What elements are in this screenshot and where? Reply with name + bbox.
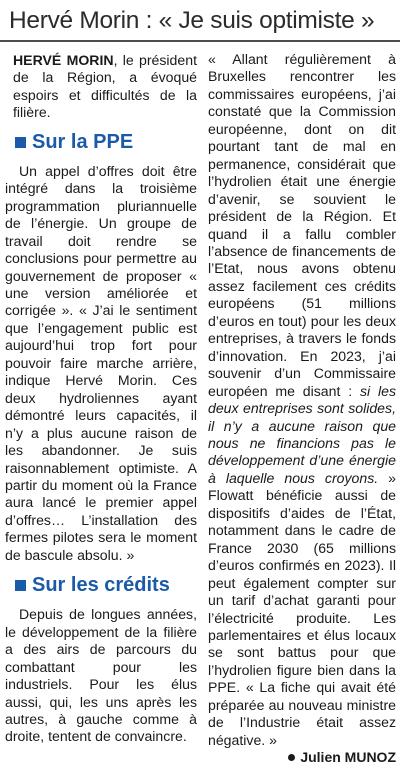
- bullet-dot-icon: [288, 754, 295, 761]
- right-column: [208, 51, 396, 766]
- section-ppe-title: Sur la PPE: [32, 130, 134, 153]
- commissioner-quote: si les deux entreprises sont solides, il n’y a aucune raison que nous ne financions pas le développement d’une énergie à laquelle nous croyons.: [208, 382, 396, 486]
- byline: [208, 749, 396, 766]
- right-text-part1: « Allant régulièrement à Bruxelles rencontrer les commissaires européens, j’ai constaté que la Commission européenne, dont on dit pourtant tant de mal en permanence, considérait que l’hydrolien était une énergie d’avenir, se souvient le président de la Région. Et quand il a fallu combler l’absence de financements de l’Etat, nous avons obtenu assez facilement ces crédits européens (51 millions d’euros en tout) pour les deux entreprises, à travers le fonds d’innovation. En 2023, j’ai souvenir d’un Commissaire européen me disant :: [208, 51, 396, 399]
- intro-name: HERVÉ MORIN: [13, 52, 114, 68]
- intro-paragraph: [5, 52, 197, 122]
- article-headline: Hervé Morin : « Je suis optimiste »: [9, 7, 375, 34]
- right-column-body: [208, 51, 396, 749]
- headline-rule: [0, 40, 400, 42]
- square-bullet-icon: [15, 580, 26, 591]
- left-column: [5, 52, 197, 746]
- right-text-part2: » Flowatt bénéficie aussi de dispositifs d’aides de l’État, notamment dans le cadre de France 2030 (65 millions d’euros confirmés en 2023). Il peut également compter sur un tarif d’achat garanti pour l’électricité produite. Les parlementaires et élus locaux se sont battus pour que l’hydrolien figure bien dans la PPE. « La fiche qui avait été préparée au nouveau ministre de l’Industrie était assez négative. »: [208, 469, 397, 748]
- square-bullet-icon: [15, 137, 26, 148]
- author-name: Julien MUNOZ: [300, 749, 396, 766]
- section-ppe-body: Un appel d’offres doit être intégré dans la troisième programmation pluriannuelle de l’énergie. Un groupe de travail doit rendre se conclusions pour permettre au gouvernement de proposer « une version améliorée et corrigée ». « J’ai le sentiment que l’engagement public est aujourd’hui trop fort pour pouvoir faire marche arrière, indique Hervé Morin. Ces deux hydroliennes ayant démontré leurs capacités, il n’y a plus aucune raison de les abandonner. Je suis raisonnablement optimiste. A partir du moment où la France aura lancé le premier appel d’offres… L’installation des fermes pilotes sera le moment de bascule absolu. »: [5, 162, 197, 563]
- section-credits-title: Sur les crédits: [32, 574, 170, 597]
- section-credits-heading: [15, 573, 197, 597]
- section-ppe-heading: [15, 130, 197, 154]
- section-credits-body: Depuis de longues années, le développement de la filière a des airs de parcours du combattant pour les industriels. Pour les élus aussi, qui, les uns après les autres, à gauche comme à droite, tentent de convaincre.: [5, 606, 197, 745]
- intro-text: , le président de la Région, a évoqué espoirs et difficultés de la filière.: [13, 52, 197, 121]
